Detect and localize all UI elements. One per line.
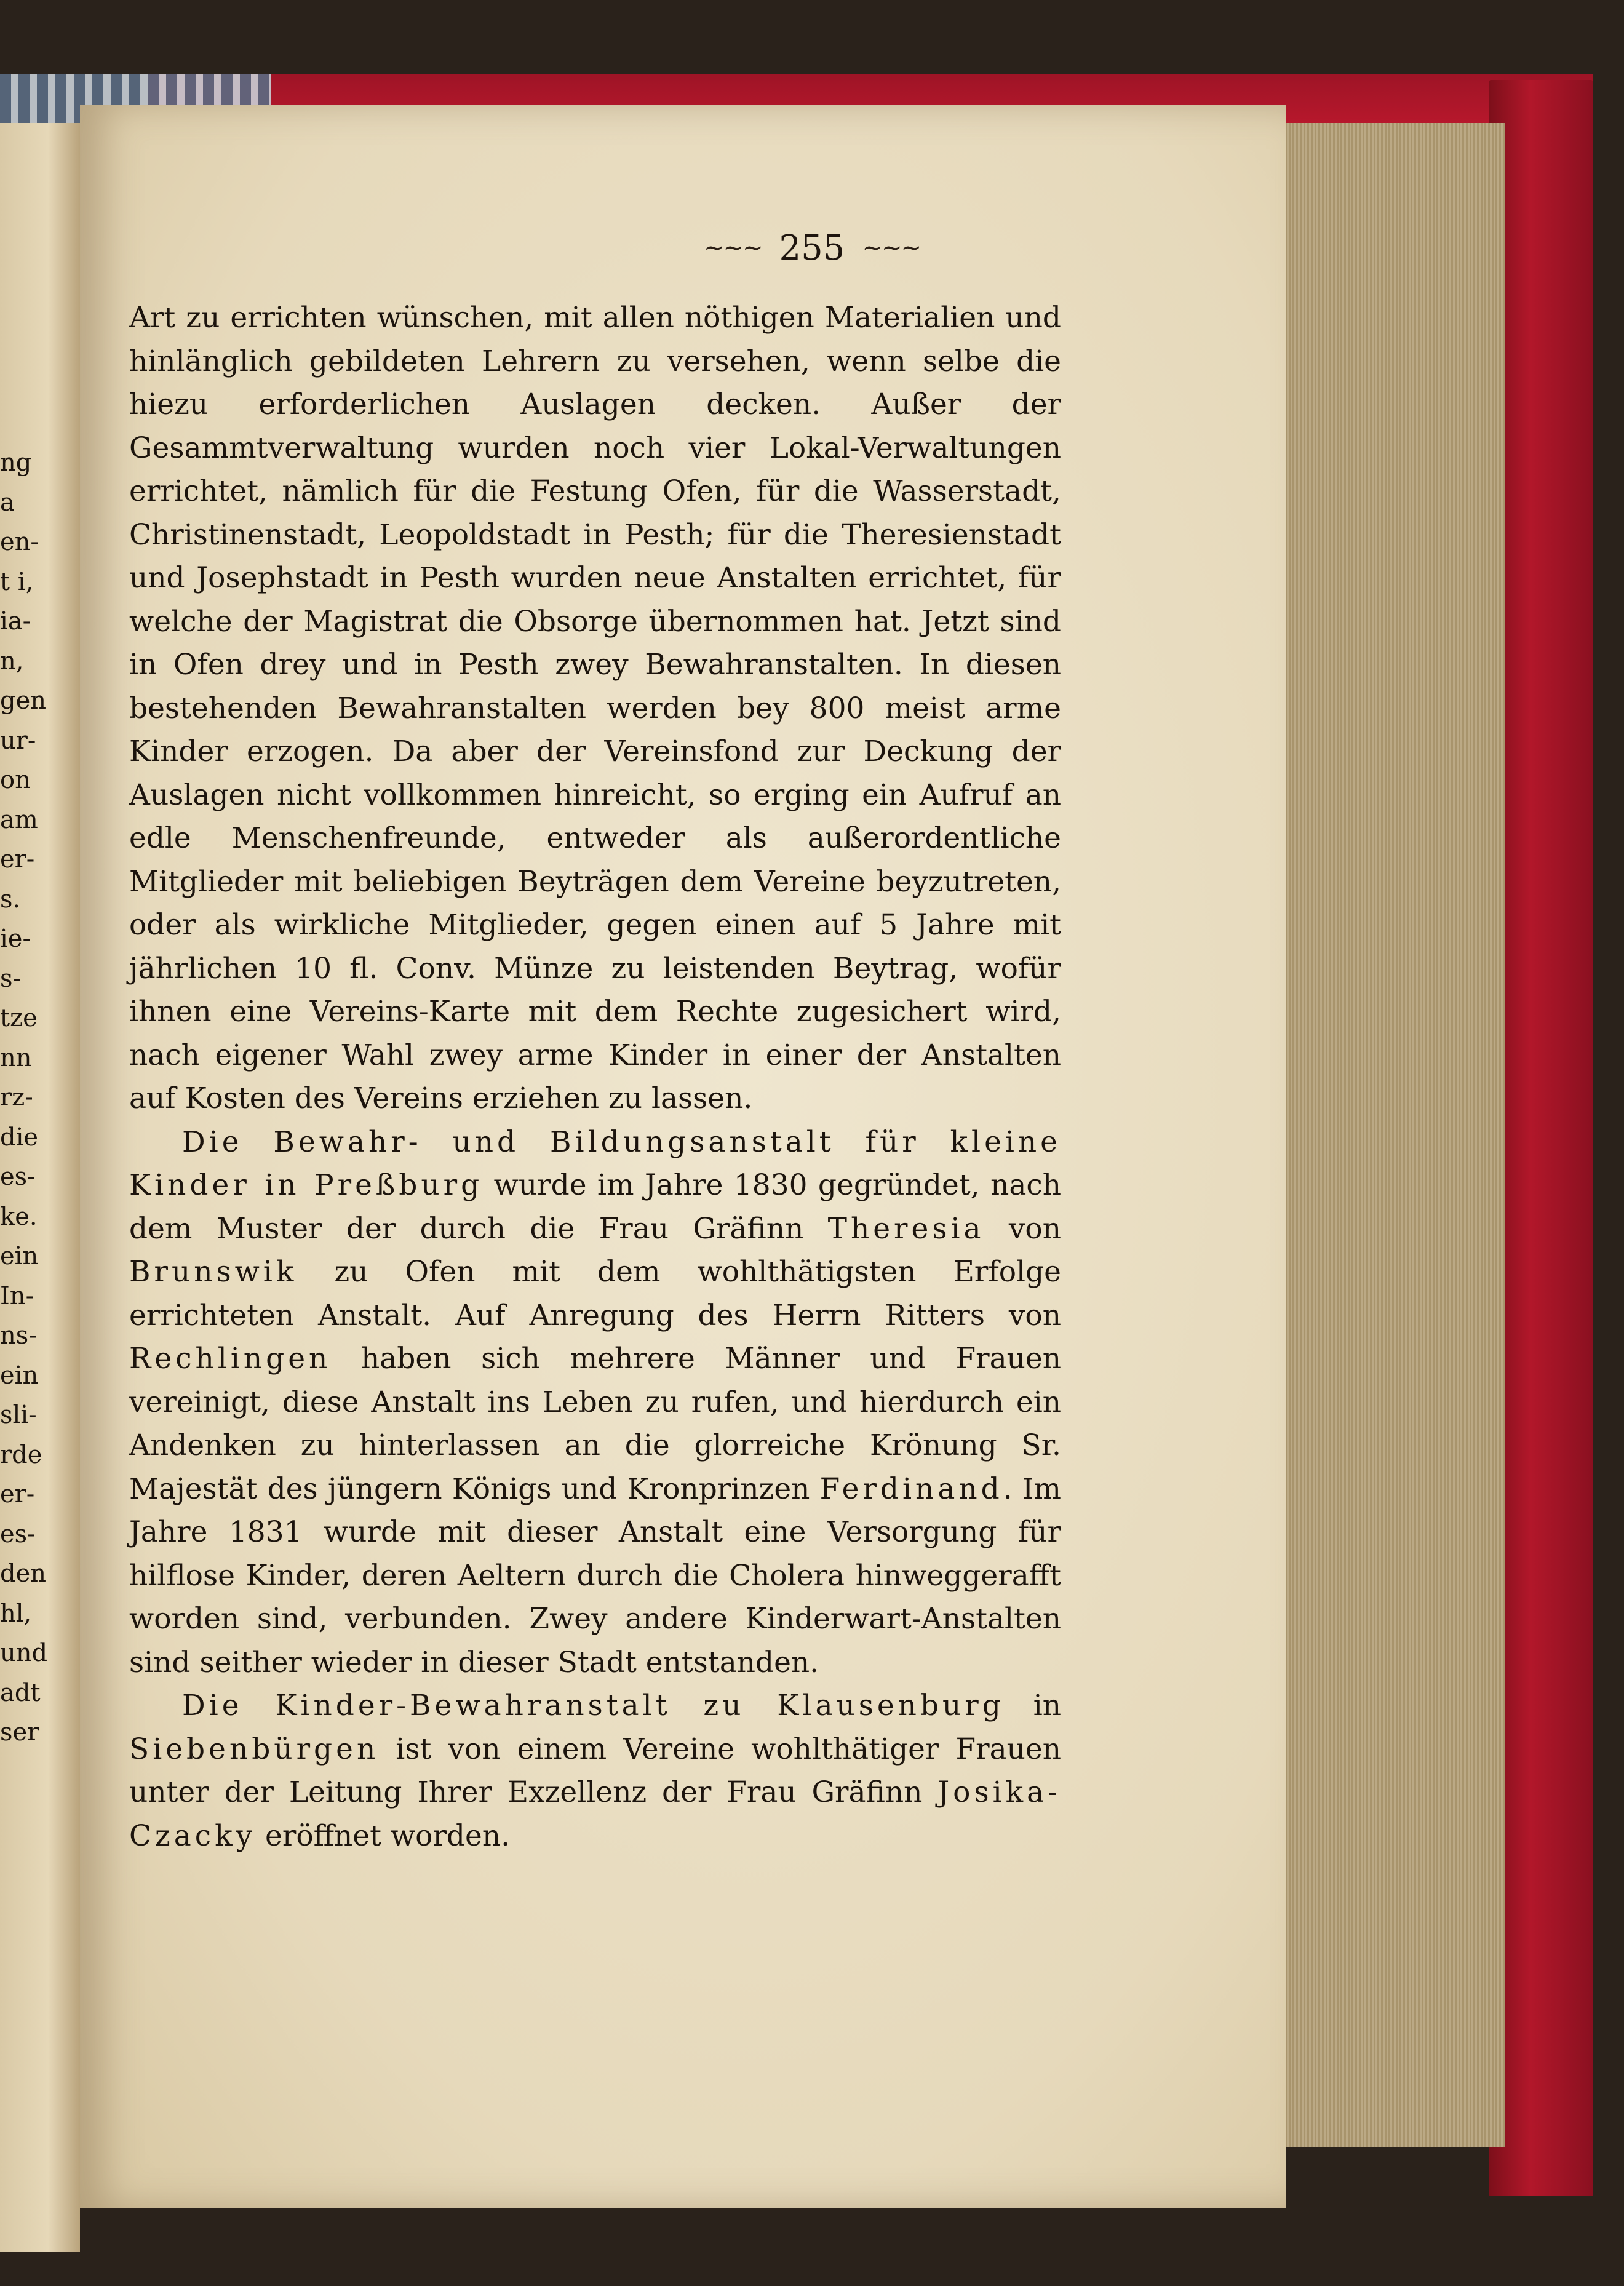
text-run: von bbox=[984, 1211, 1061, 1246]
left-page-fragment: t i, bbox=[0, 567, 34, 596]
spaced-emphasis: Theresia bbox=[827, 1211, 985, 1246]
text-run: wurde im Jahre 1830 gegründet, nach dem Muster der durch die Frau Gräfinn bbox=[129, 1168, 1061, 1246]
left-page-fragment: ia- bbox=[0, 607, 31, 635]
left-page-fragment: es- bbox=[0, 1163, 36, 1191]
page-header bbox=[0, 226, 1624, 269]
paragraph bbox=[129, 1121, 1061, 1685]
left-page-fragments bbox=[0, 443, 49, 1753]
left-page-fragment: es- bbox=[0, 1519, 36, 1548]
text-run: ist von einem Vereine wohlthätiger Frauen unter der Leitung Ihrer Exzellenz der Frau Gräfinn bbox=[129, 1732, 1061, 1809]
spaced-emphasis: Siebenbürgen bbox=[129, 1732, 380, 1766]
left-page-fragment: gen bbox=[0, 687, 47, 715]
left-page-fragment: ein bbox=[0, 1242, 39, 1270]
text-run: zu Ofen mit dem wohlthätigsten Erfolge errichteten Anstalt. Auf Anregung des Herrn Ritters von bbox=[129, 1255, 1061, 1332]
left-page-fragment: den bbox=[0, 1559, 47, 1588]
text-run: in bbox=[1004, 1689, 1061, 1722]
left-page-fragment: ur- bbox=[0, 726, 36, 755]
spaced-emphasis: Ferdinand bbox=[819, 1472, 1003, 1506]
left-page-fragment: ns- bbox=[0, 1321, 37, 1350]
spaced-emphasis: Die Kinder-Bewahranstalt zu Klausenburg bbox=[182, 1689, 1005, 1722]
left-page-fragment: ein bbox=[0, 1361, 39, 1390]
left-page-fragment: er- bbox=[0, 845, 35, 874]
paragraph bbox=[129, 1684, 1061, 1858]
left-page bbox=[0, 123, 80, 2252]
left-page-fragment: a bbox=[0, 488, 15, 517]
spaced-emphasis: Die Bewahr- und Bildungsanstalt für kleine Kinder in Preßburg bbox=[129, 1125, 1061, 1202]
text-run: haben sich mehrere Männer und Frauen vereinigt, diese Anstalt ins Leben zu rufen, und hierdurch ein Andenken zu hinterlassen an die glorreiche Krönung Sr. Majestät des jüngern Königs und Kronprinzen bbox=[129, 1342, 1061, 1506]
left-page-fragment: ke. bbox=[0, 1202, 38, 1231]
spaced-emphasis: Josika-Czacky bbox=[129, 1775, 1061, 1853]
left-page-fragment: s- bbox=[0, 964, 22, 993]
left-page-fragment: ng bbox=[0, 448, 32, 477]
left-page-fragment: s. bbox=[0, 885, 21, 914]
paragraph bbox=[129, 297, 1061, 1121]
left-page-fragment: ie- bbox=[0, 925, 31, 953]
text-run: eröffnet worden. bbox=[256, 1818, 511, 1853]
header-ornament-right: ~~~ bbox=[862, 234, 920, 262]
spaced-emphasis: Rechlingen bbox=[129, 1342, 332, 1376]
text-run: Art zu errichten wünschen, mit allen nöthigen Materialien und hinlänglich gebildeten Lehrern zu versehen, wenn selbe die hiezu erforderlichen Auslagen decken. Außer der Gesammtverwaltung wurden noch vier Lokal-Verwaltungen errichtet, nämlich für die Festung Ofen, für die Wasserstadt, Christinenstadt, Leopoldstadt in Pesth; für die Theresienstadt und Josephstadt in Pesth wurden neue Anstalten errichtet, für welche der Magistrat die Obsorge übernommen hat. Jetzt sind in Ofen drey und in Pesth zwey Bewahranstalten. In diesen bestehenden Bewahranstalten werden bey 800 meist arme Kinder erzogen. Da aber der Vereinsfond zur Deckung der Auslagen nicht vollkommen hinreicht, so erging ein Aufruf an edle Menschenfreunde, entweder als außerordentliche Mitglieder mit beliebigen Beyträgen dem Vereine beyzutreten, oder als wirkliche Mitglieder, gegen einen auf 5 Jahre mit jährlichen 10 fl. Conv. Münze zu leistenden Beytrag, wofür ihnen eine Vereins-Karte mit dem Rechte zugesichert wird, nach eigener Wahl zwey arme Kinder in einer der Anstalten auf Kosten des Vereins erziehen zu lassen. bbox=[129, 301, 1061, 1115]
left-page-fragment: adt bbox=[0, 1678, 41, 1707]
page-number: 255 bbox=[779, 228, 845, 268]
left-page-fragment: am bbox=[0, 805, 38, 834]
left-page-fragment: n, bbox=[0, 647, 24, 675]
left-page-fragment: nn bbox=[0, 1043, 32, 1072]
left-page-fragment: er- bbox=[0, 1480, 35, 1508]
text-run: . Im Jahre 1831 wurde mit dieser Anstalt eine Versorgung für hilflose Kinder, deren Aeltern durch die Cholera hinweggerafft worden sind, verbunden. Zwey andere Kinderwart-Anstalten sind seither wieder in dieser Stadt entstanden. bbox=[129, 1472, 1061, 1679]
left-page-fragment: en- bbox=[0, 528, 39, 556]
left-page-fragment: und bbox=[0, 1639, 48, 1667]
left-page-fragment: sli- bbox=[0, 1401, 37, 1429]
body-text bbox=[129, 297, 1061, 1858]
left-page-fragment: on bbox=[0, 766, 31, 794]
left-page-fragment: ser bbox=[0, 1718, 39, 1746]
spaced-emphasis: Brunswik bbox=[129, 1255, 298, 1289]
left-page-fragment: tze bbox=[0, 1004, 38, 1032]
left-page-fragment: rde bbox=[0, 1440, 42, 1469]
left-page-fragment: rz- bbox=[0, 1083, 33, 1112]
page-edges bbox=[1280, 123, 1505, 2147]
left-page-fragment: die bbox=[0, 1123, 39, 1152]
header-ornament-left: ~~~ bbox=[704, 234, 762, 262]
left-page-fragment: In- bbox=[0, 1281, 34, 1310]
left-page-fragment: hl, bbox=[0, 1599, 32, 1628]
